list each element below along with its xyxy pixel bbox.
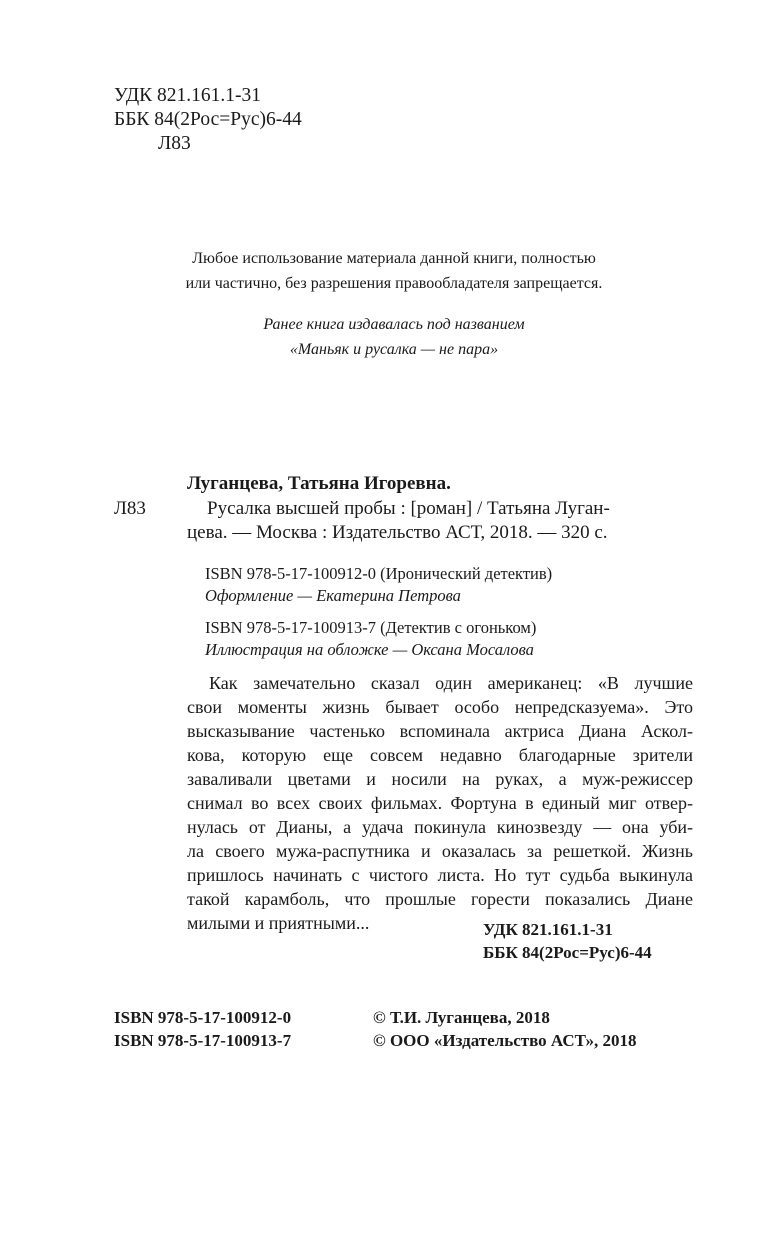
edition-entry <box>205 563 552 607</box>
edition-isbn: ISBN 978-5-17-100912-0 (Иронический детектив) <box>205 564 553 583</box>
previous-title-note <box>0 312 768 362</box>
card-bibliographic-description <box>187 497 687 545</box>
annotation-line: ла своего мужа-распутника и оказалась за решеткой. Жизнь <box>187 841 693 861</box>
card-author-mark: Л83 <box>114 498 146 519</box>
copyright-line: © Т.И. Луганцева, 2018 <box>373 1008 550 1027</box>
copyright-line: © ООО «Издательство АСТ», 2018 <box>373 1031 637 1050</box>
author-mark: Л83 <box>158 133 191 154</box>
card-udk-code: УДК 821.161.1-31 <box>483 920 613 939</box>
annotation-line: нулась от Дианы, а удача покинула кинозвезду — она уби- <box>187 817 693 837</box>
annotation-line: Как замечательно сказал один американец: «В лучшие <box>209 673 693 693</box>
edition-isbn: ISBN 978-5-17-100913-7 (Детектив с огоньком) <box>205 618 537 637</box>
isbn-list <box>114 1006 291 1052</box>
copyright-notice <box>0 246 768 296</box>
top-classification-block <box>114 84 302 156</box>
isbn-number: ISBN 978-5-17-100913-7 <box>114 1031 292 1050</box>
annotation-line: высказывание частенько вспоминала актриса Диана Аскол- <box>187 721 693 741</box>
annotation-line: милыми и приятными... <box>187 913 370 933</box>
annotation-line: такой карамболь, что прошлые горести показались Диане <box>187 889 693 909</box>
annotation-line: пришлось начинать с чистого листа. Но тут судьба выкинула <box>187 865 693 885</box>
annotation-line: снимал во всех своих фильмах. Фортуна в единый миг отвер- <box>187 793 693 813</box>
previous-title-line: «Маньяк и русалка — не пара» <box>289 341 499 358</box>
annotation-line: свои моменты жизнь бывает особо непредсказуема». Это <box>187 697 693 717</box>
card-bbk-code: ББК 84(2Рос=Рус)6-44 <box>483 943 652 962</box>
udk-code: УДК 821.161.1-31 <box>114 85 262 106</box>
edition-credit: Иллюстрация на обложке — Оксана Мосалова <box>205 640 534 659</box>
description-line: цева. — Москва : Издательство АСТ, 2018. — 320 с. <box>187 522 608 543</box>
book-annotation <box>187 671 693 935</box>
edition-credit: Оформление — Екатерина Петрова <box>205 586 461 605</box>
card-classification <box>483 918 652 964</box>
previous-title-line: Ранее книга издавалась под названием <box>263 316 525 333</box>
bbk-code: ББК 84(2Рос=Рус)6-44 <box>114 109 302 130</box>
notice-line: Любое использование материала данной книги, полностью <box>192 250 596 267</box>
notice-line: или частично, без разрешения правообладателя запрещается. <box>185 275 603 292</box>
annotation-line: кова, которую еще совсем недавно благодарные зрители <box>187 745 693 765</box>
description-line: Русалка высшей пробы : [роман] / Татьяна Луган- <box>207 498 610 519</box>
isbn-number: ISBN 978-5-17-100912-0 <box>114 1008 292 1027</box>
annotation-line: заваливали цветами и носили на руках, а муж-режиссер <box>187 769 693 789</box>
card-author-heading: Луганцева, Татьяна Игоревна. <box>187 473 451 494</box>
copyright-list <box>373 1006 637 1052</box>
edition-entry <box>205 617 536 661</box>
